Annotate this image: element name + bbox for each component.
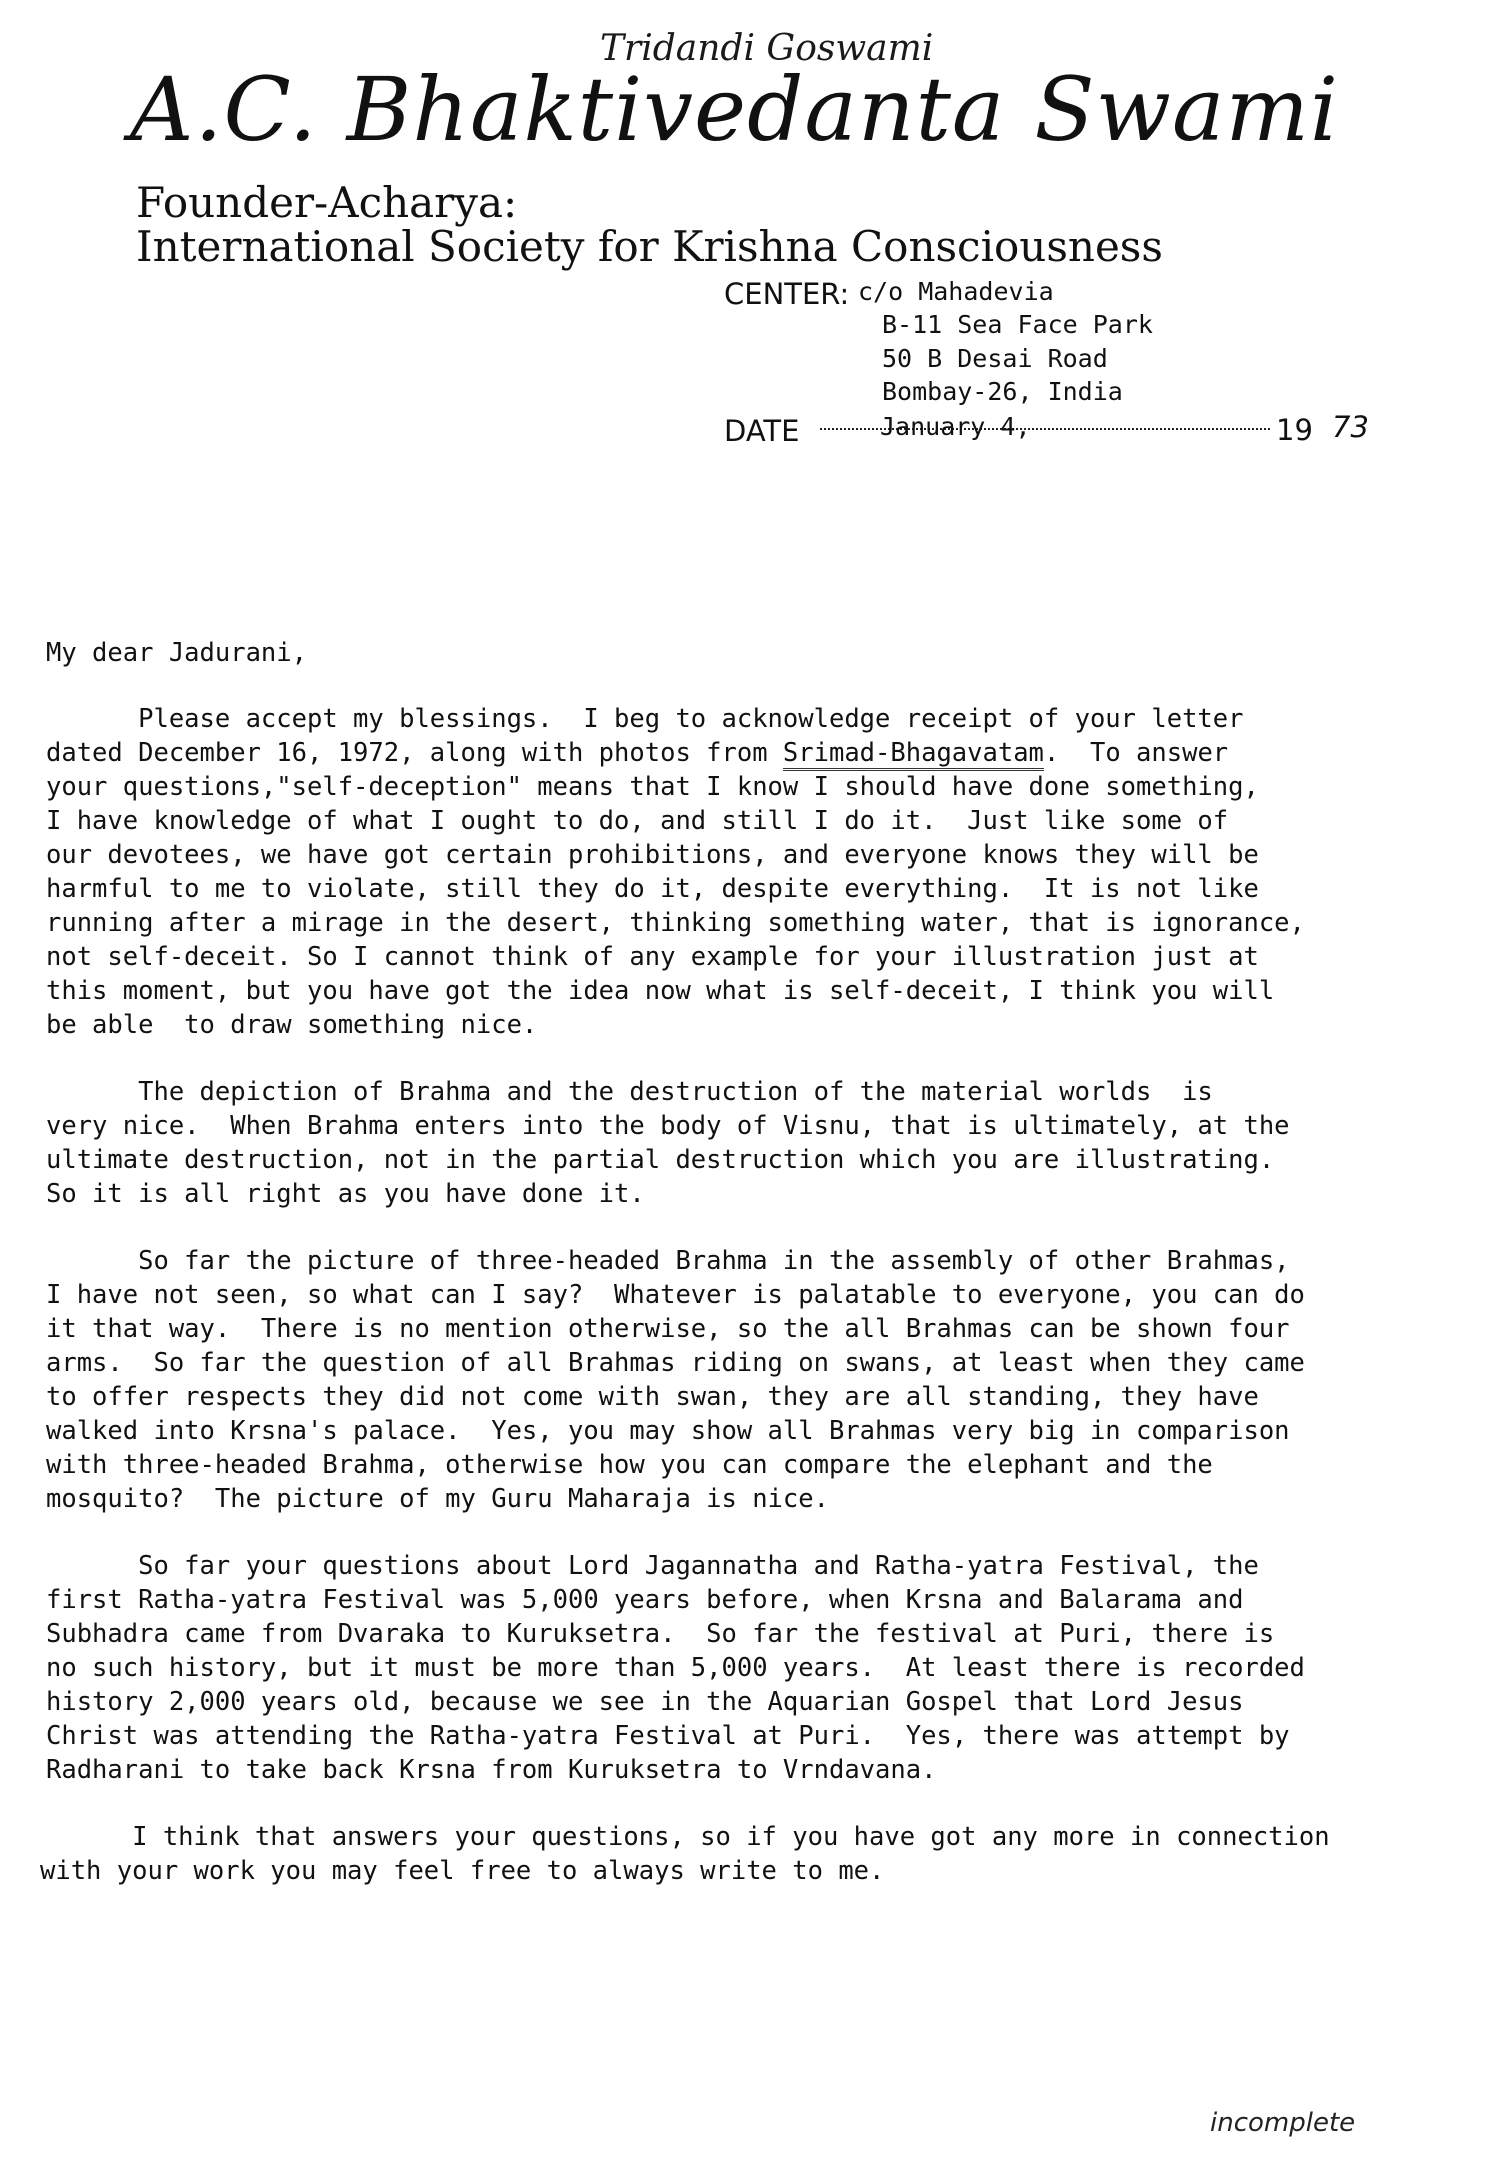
salutation: My dear Jadurani, — [46, 638, 307, 668]
date-value: January 4, — [880, 412, 1031, 441]
text-line: Subhadra came from Dvaraka to Kuruksetra. So far the festival at Puri, there is — [46, 1619, 1275, 1649]
center-label: CENTER: — [724, 277, 850, 311]
letterhead-name: A.C. Bhaktivedanta Swami — [130, 58, 1340, 161]
text-line: very nice. When Brahma enters into the body of Visnu, that is ultimately, at the — [46, 1111, 1290, 1141]
text-line: running after a mirage in the desert, thinking something water, that is ignorance, — [46, 908, 1305, 938]
text-line: to offer respects they did not come with swan, they are all standing, they have — [46, 1382, 1259, 1412]
text-line: with three-headed Brahma, otherwise how you can compare the elephant and the — [46, 1450, 1213, 1480]
letterhead-organization: International Society for Krishna Consciousness — [136, 222, 1163, 271]
text-line: So it is all right as you have done it. — [46, 1179, 645, 1209]
text-line: not self-deceit. So I cannot think of any example for your illustration just at — [46, 942, 1259, 972]
text-line: mosquito? The picture of my Guru Maharaja is nice. — [46, 1484, 829, 1514]
text-line — [46, 736, 1228, 770]
text-line: So far your questions about Lord Jagannatha and Ratha-yatra Festival, the — [46, 1551, 1259, 1581]
letterhead-title: Tridandi Goswami — [600, 28, 934, 69]
text-line: your questions,"self-deception" means that I know I should have done something, — [46, 772, 1259, 802]
handwritten-note: incomplete — [1210, 2108, 1356, 2138]
date-label: DATE — [724, 414, 800, 448]
text-line: it that way. There is no mention otherwise, so the all Brahmas can be shown four — [46, 1314, 1290, 1344]
address-line: Bombay-26, India — [882, 377, 1123, 406]
text-line: I think that answers your questions, so if you have got any more in connection — [40, 1822, 1330, 1852]
text-line: be able to draw something nice. — [46, 1010, 538, 1040]
text-line: Radharani to take back Krsna from Kuruksetra to Vrndavana. — [46, 1755, 937, 1785]
text-line: The depiction of Brahma and the destruction of the material worlds is — [46, 1077, 1213, 1107]
text-line: harmful to me to violate, still they do it, despite everything. It is not like — [46, 874, 1259, 904]
address-line: B-11 Sea Face Park — [882, 310, 1153, 339]
date-year-suffix: 73 — [1332, 410, 1369, 444]
text-line: first Ratha-yatra Festival was 5,000 years before, when Krsna and Balarama and — [46, 1585, 1244, 1615]
text-line: Christ was attending the Ratha-yatra Festival at Puri. Yes, there was attempt by — [46, 1721, 1290, 1751]
address-line: 50 B Desai Road — [882, 344, 1108, 373]
address-line: c/o Mahadevia — [858, 277, 1054, 306]
date-year-prefix: 19 — [1276, 413, 1313, 447]
text-line: history 2,000 years old, because we see in the Aquarian Gospel that Lord Jesus — [46, 1687, 1244, 1717]
text-line: with your work you may feel free to always write to me. — [40, 1856, 885, 1886]
book-title: Srimad-Bhagavatam — [783, 738, 1044, 771]
text-segment: dated December 16, 1972, along with photos from — [46, 738, 783, 768]
text-line: our devotees, we have got certain prohibitions, and everyone knows they will be — [46, 840, 1259, 870]
text-line: I have not seen, so what can I say? Whatever is palatable to everyone, you can do — [46, 1280, 1305, 1310]
text-segment: . To answer — [1043, 738, 1229, 768]
text-line: no such history, but it must be more than 5,000 years. At least there is recorded — [46, 1653, 1305, 1683]
text-line: I have knowledge of what I ought to do, and still I do it. Just like some of — [46, 806, 1229, 836]
text-line: walked into Krsna's palace. Yes, you may show all Brahmas very big in comparison — [46, 1416, 1290, 1446]
text-line: So far the picture of three-headed Brahma in the assembly of other Brahmas, — [46, 1246, 1290, 1276]
text-line: arms. So far the question of all Brahmas riding on swans, at least when they came — [46, 1348, 1305, 1378]
text-line: Please accept my blessings. I beg to acknowledge receipt of your letter — [46, 704, 1244, 734]
text-line: ultimate destruction, not in the partial destruction which you are illustrating. — [46, 1145, 1275, 1175]
text-line: this moment, but you have got the idea now what is self-deceit, I think you will — [46, 976, 1275, 1006]
letterhead-role: Founder-Acharya: — [136, 178, 518, 227]
